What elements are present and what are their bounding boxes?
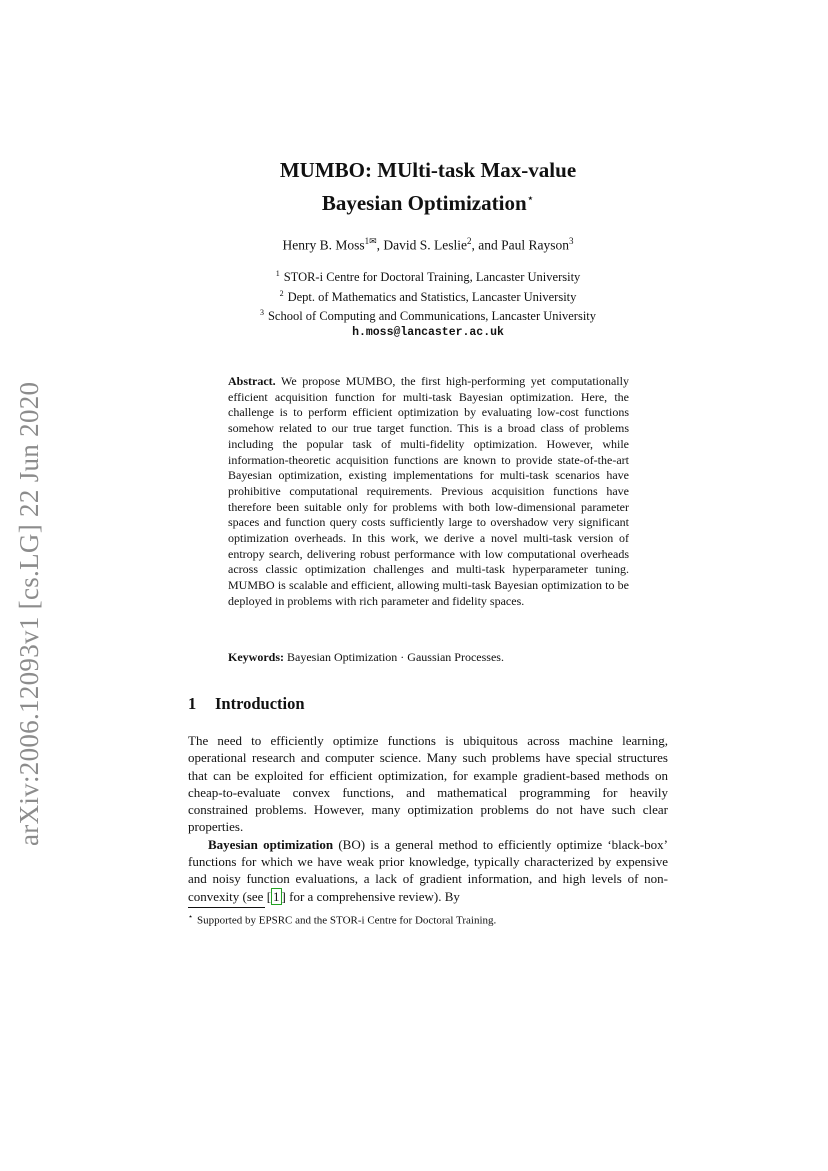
title-line-2-text: Bayesian Optimization	[321, 191, 527, 215]
paragraph-2-text: (BO) is a general method to efficiently optimize ‘black-box’ functions for which we have weak prior knowledge, typically characterized by expensive and noisy function evaluations, a lack of gradient information, and high levels of non-convexity (see	[188, 836, 668, 904]
abstract	[228, 374, 629, 610]
affiliation-1-num: 1	[275, 269, 280, 278]
footnote-mark: ⋆	[188, 912, 194, 921]
paragraph-2: Bayesian optimization (BO) is a general method to efficiently optimize ‘black-box’ functions for which we have weak prior knowledge, typically characterized by expensive and noisy function evaluations, a lack of gradient information, and high levels of non-convexity (see [ 1 ] for a comprehensive review). By	[188, 836, 668, 904]
author-2-sup: 2	[467, 236, 472, 246]
affiliation-1-text: STOR-i Centre for Doctoral Training, Lancaster University	[283, 270, 581, 285]
keywords-label: Keywords:	[228, 650, 284, 664]
affiliation-2	[188, 286, 668, 306]
paragraph-1: The need to efficiently optimize functions is ubiquitous across machine learning, operational research and computer science. Many such problems have special structures that can be exploited for efficient optimization, for example gradient-based methods on cheap-to-evaluate convex functions, and mathematical programming for heavily constrained problems. However, many optimization problems do not have such clear properties.	[188, 733, 668, 835]
keywords	[228, 650, 629, 666]
section-number: 1	[188, 694, 197, 713]
author-1-sup: 1✉	[364, 236, 377, 246]
footnote-text: Supported by EPSRC and the STOR-i Centre for Doctoral Training.	[197, 914, 497, 927]
affiliation-3	[188, 305, 668, 325]
title-line-1: MUMBO: MUlti-task Max-value	[279, 158, 577, 182]
affiliation-3-num: 3	[259, 308, 264, 318]
abstract-text: We propose MUMBO, the first high-performing yet computationally efficient acquisition function for multi-task Bayesian optimization. Here, the challenge is to perform efficient optimization by evaluating low-cost functions somehow related to our true target function. This is a broad class of problems including the popular task of multi-fidelity optimization. However, while information-theoretic acquisition functions are known to provide state-of-the-art Bayesian optimization, existing implementations for multi-task scenarios have prohibitive computational requirements. Previous acquisition functions have therefore been suitable only for problems with both low-dimensional parameter spaces and function query costs sufficiently large to overshadow very significant optimization overheads. In this work, we derive a novel multi-task version of entropy search, delivering robust performance with low computational overheads across classic optimization challenges and multi-task hyperparameter tuning. MUMBO is scalable and efficient, allowing multi-task Bayesian optimization to be deployed in problems with rich parameter and fidelity spaces.	[228, 374, 629, 608]
citation-link[interactable]: 1	[273, 888, 280, 904]
author-2: , David S. Leslie	[376, 237, 468, 253]
section-title: Introduction	[215, 694, 305, 713]
email-address: h.moss@lancaster.ac.uk	[352, 325, 504, 339]
affiliation-3-text: School of Computing and Communications, Lancaster University	[267, 309, 597, 324]
author-1: Henry B. Moss	[282, 237, 365, 253]
title-line-2	[188, 184, 668, 217]
footnote	[188, 912, 668, 927]
paper-title	[188, 156, 668, 217]
affiliation-2-text: Dept. of Mathematics and Statistics, Lancaster University	[287, 289, 577, 304]
title-footnote-mark: ⋆	[526, 191, 535, 205]
author-3: , and Paul Rayson	[471, 237, 570, 253]
keywords-text: Bayesian Optimization · Gaussian Processes.	[287, 650, 504, 664]
body-text	[188, 732, 668, 905]
footnote-rule	[188, 907, 265, 908]
section-heading	[188, 694, 305, 714]
author-list	[188, 236, 668, 254]
affiliation-2-num: 2	[279, 288, 284, 298]
arxiv-stamp: arXiv:2006.12093v1 [cs.LG] 22 Jun 2020	[14, 381, 44, 846]
affiliations	[188, 266, 668, 340]
paragraph-2-bold: Bayesian optimization	[208, 836, 334, 852]
paragraph-2-text-end: for a comprehensive review). By	[285, 888, 460, 904]
abstract-label: Abstract.	[228, 374, 276, 388]
affiliation-1	[188, 266, 668, 286]
author-3-sup: 3	[569, 236, 574, 246]
